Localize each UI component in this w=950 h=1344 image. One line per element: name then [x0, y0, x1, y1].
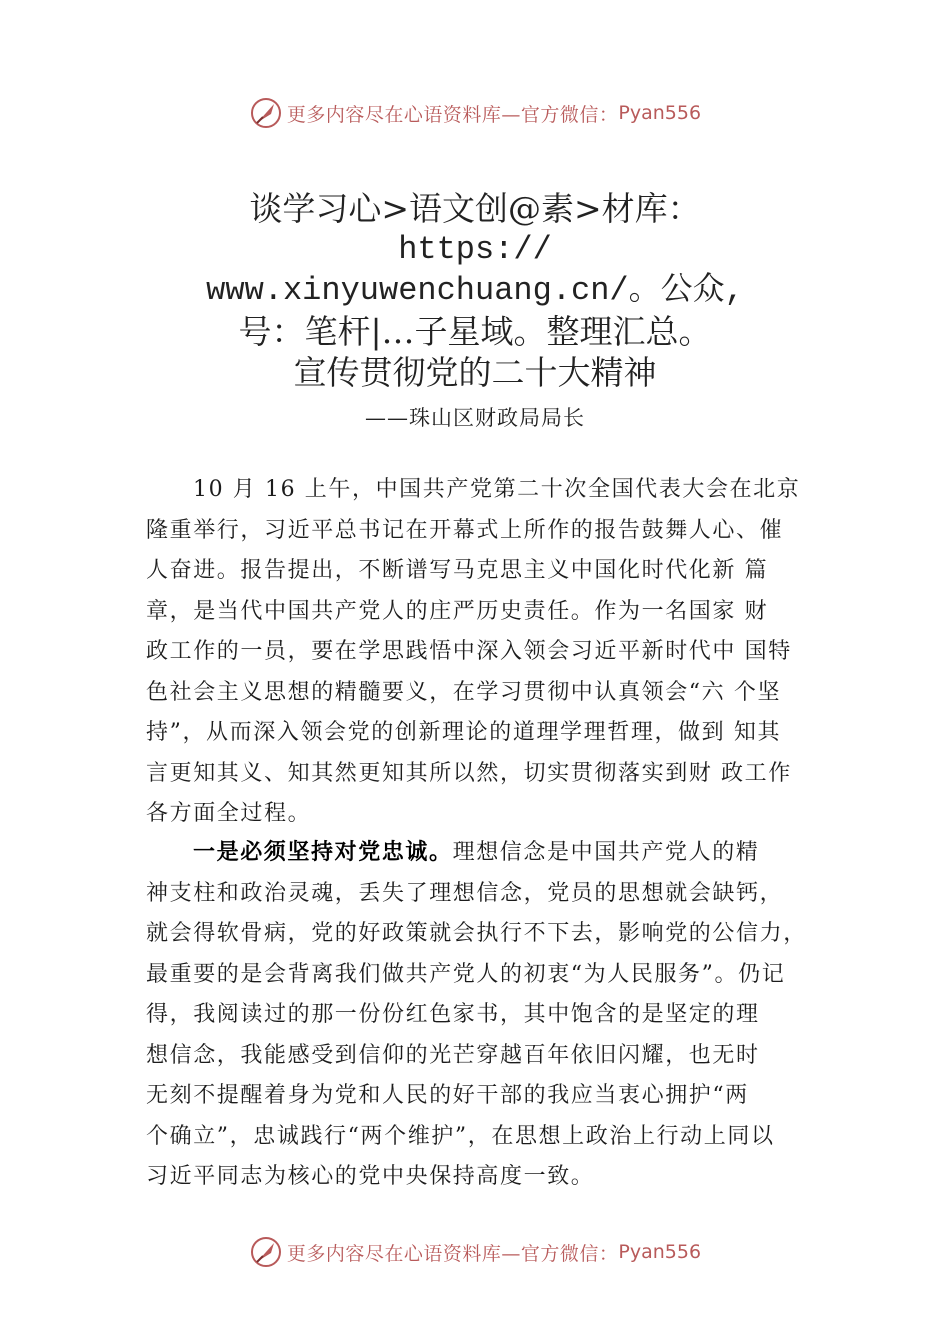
author-byline: ——珠山区财政局局长: [365, 406, 585, 430]
paragraph-line: 想信念，我能感受到信仰的光芒穿越百年依旧闪耀，也无时: [146, 1042, 760, 1068]
paragraph-line: 政工作的一员，要在学思践悟中深入领会习近平新时代中 国特: [146, 639, 792, 664]
paragraph-line: 持”，从而深入领会党的创新理论的道理学理哲理，做到 知其: [146, 720, 782, 745]
paragraph-line: 人奋进。报告提出，不断谱写马克思主义中国化时代化新 篇: [146, 558, 769, 583]
footer-banner: [0, 1232, 950, 1272]
paragraph-line: 色社会主义思想的精髓要义，在学习贯彻中认真领会“六 个坚: [146, 679, 782, 705]
header-banner: [0, 93, 950, 133]
paragraph-line: 个确立”，忠诚践行“两个维护”，在思想上政治上行动上同以: [146, 1123, 775, 1149]
paragraph-line: 隆重举行，习近平总书记在开幕式上所作的报告鼓舞人心、催: [146, 517, 784, 543]
paragraph-line: 章，是当代中国共产党人的庄严历史责任。作为一名国家 财: [146, 598, 769, 624]
header-contact: Pyan556: [618, 102, 702, 124]
paragraph-line: 就会得软骨病，党的好政策就会执行不下去，影响党的公信力，: [146, 921, 807, 946]
paragraph-line: 言更知其义、知其然更知其所以然，切实贯彻落实到财 政工作: [146, 760, 792, 786]
paragraph-lead: 一是必须坚持对党忠诚。: [193, 839, 453, 865]
title-line: 号：笔杆|…子星域。整理汇总。: [238, 312, 712, 351]
quill-logo-icon: [249, 96, 283, 130]
footer-site-text: 更多内容尽在心语资料库—官方微信：: [286, 1242, 619, 1265]
paragraph-line: 无刻不提醒着身为党和人民的好干部的我应当衷心拥护“两: [146, 1083, 749, 1108]
paragraph-line: 习近平同志为核心的党中央保持高度一致。: [146, 1164, 595, 1189]
footer-contact: Pyan556: [618, 1241, 702, 1263]
paragraph-2: [146, 832, 836, 1198]
title-line: 宣传贯彻党的二十大精神: [293, 353, 657, 392]
document-title: [0, 188, 950, 393]
paragraph-line: 最重要的是会背离我们做共产党人的初衷“为人民服务”。仍记: [146, 961, 786, 987]
paragraph-line: 各方面全过程。: [146, 801, 312, 826]
paragraph-line: 得，我阅读过的那一份份红色家书，其中饱含的是坚定的理: [146, 1002, 760, 1027]
paragraph-line-text: 理想信念是中国共产党人的精: [452, 840, 760, 865]
paragraph-line: [146, 832, 836, 874]
title-line: https://: [398, 231, 552, 268]
title-line: www.xinyuwenchuang.cn/。公众,: [206, 272, 744, 309]
header-site-text: 更多内容尽在心语资料库—官方微信：: [286, 103, 619, 126]
paragraph-line: 10 月 16 上午，中国共产党第二十次全国代表大会在北京: [193, 477, 801, 502]
paragraph-1: [146, 470, 836, 835]
title-line: 谈学习心>语文创@素>材库：: [249, 189, 701, 228]
paragraph-line: 神支柱和政治灵魂，丢失了理想信念，党员的思想就会缺钙，: [146, 880, 784, 906]
quill-logo-icon: [249, 1235, 283, 1269]
